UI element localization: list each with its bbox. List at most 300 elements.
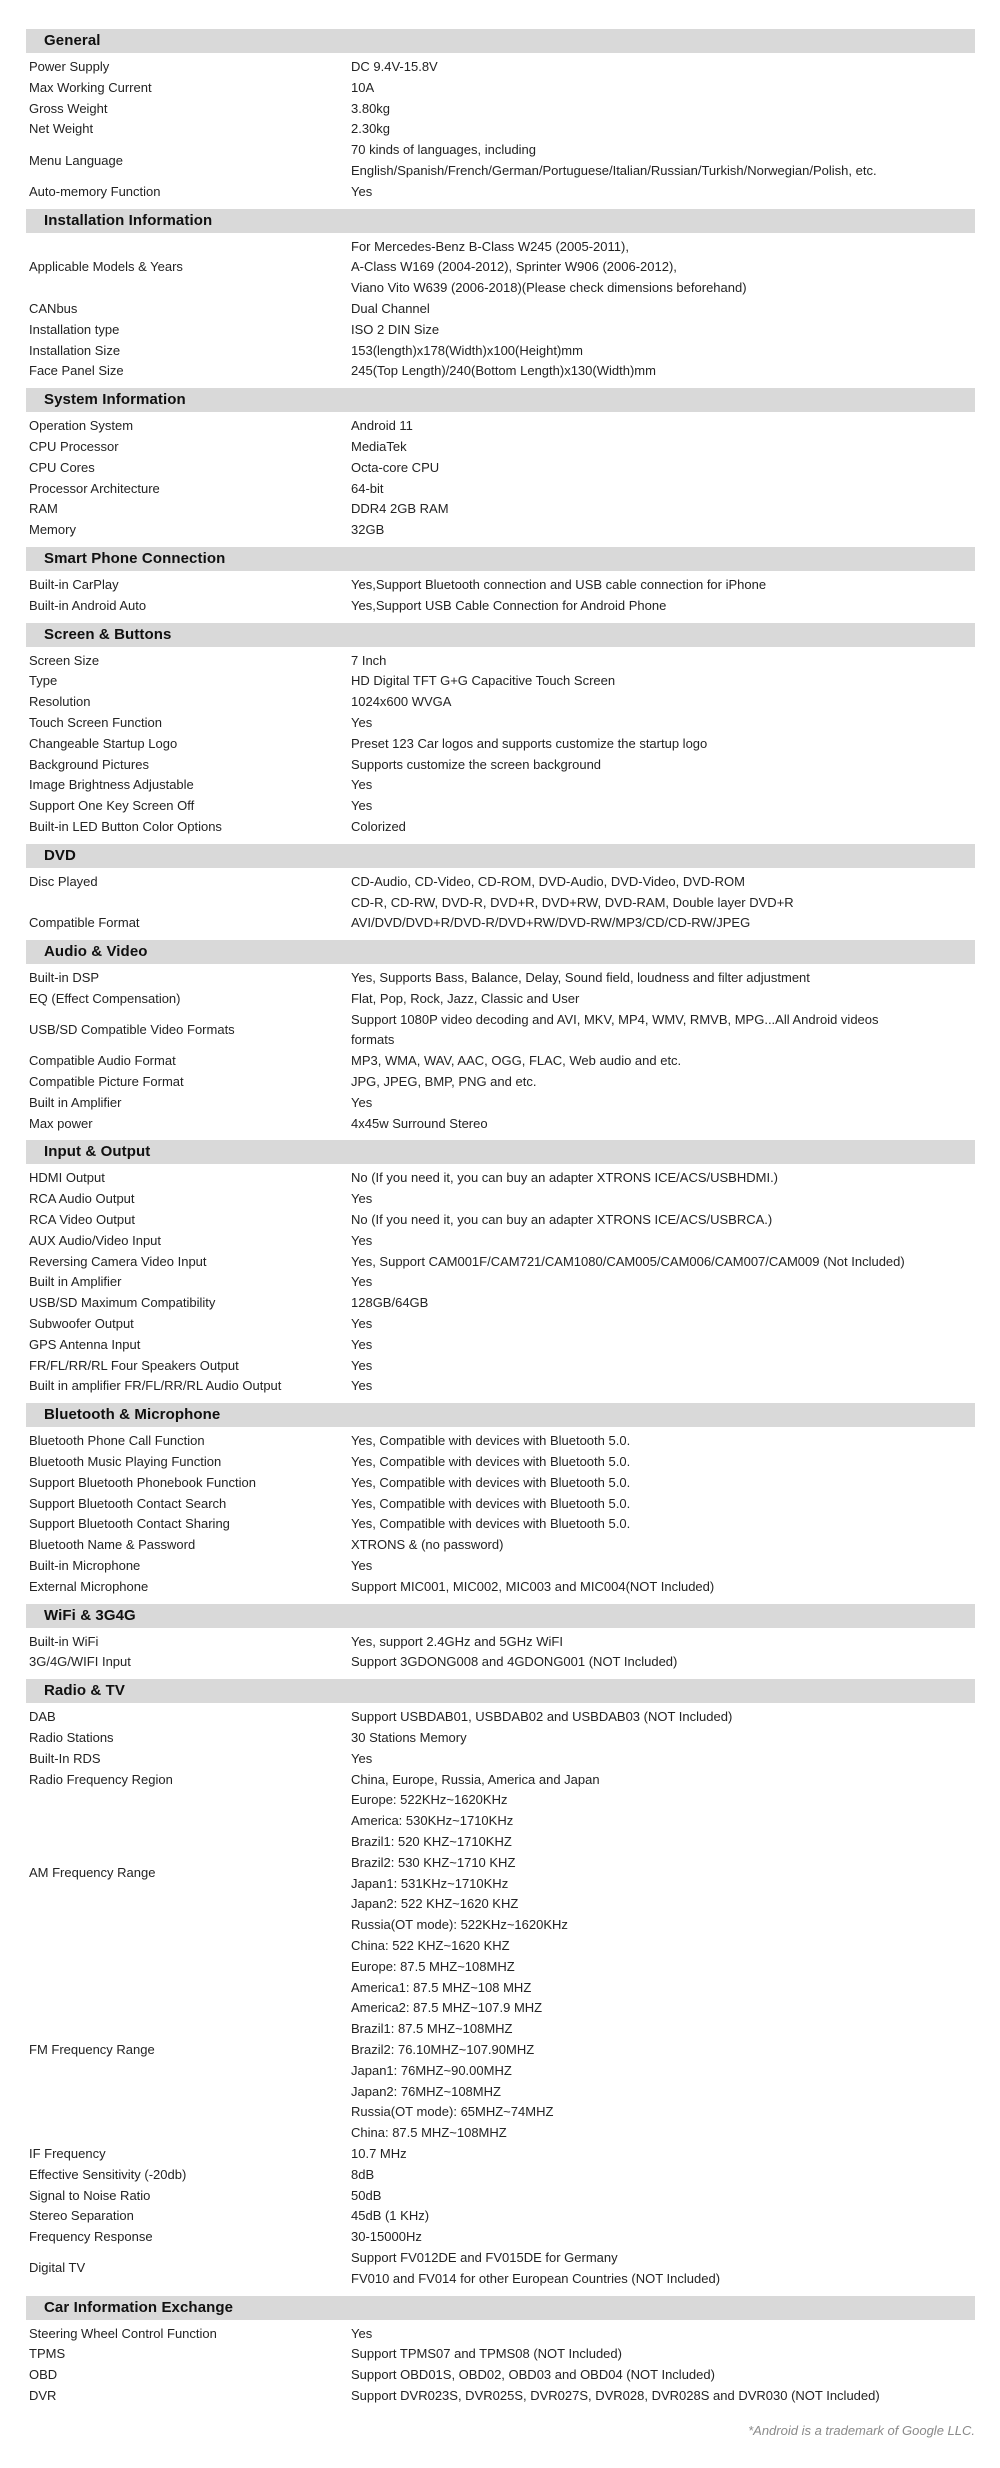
spec-value-line: Yes xyxy=(351,1191,373,1207)
spec-value-line: Yes, Support CAM001F/CAM721/CAM1080/CAM005/CAM006/CAM007/CAM009 (Not Included) xyxy=(351,1253,905,1269)
spec-row-label: EQ (Effect Compensation) xyxy=(29,990,181,1006)
spec-row-label: Bluetooth Music Playing Function xyxy=(29,1454,222,1470)
spec-value-line: No (If you need it, you can buy an adapter XTRONS ICE/ACS/USBRCA.) xyxy=(351,1212,773,1228)
section-header xyxy=(26,1679,975,1703)
spec-row-value xyxy=(351,1431,975,1452)
spec-row-label: OBD xyxy=(29,2367,58,2383)
spec-value-line: Yes, Supports Bass, Balance, Delay, Sound field, loudness and filter adjustment xyxy=(351,970,810,986)
section-rows xyxy=(26,1707,975,2289)
spec-row-label: Face Panel Size xyxy=(29,363,124,379)
spec-row xyxy=(26,437,975,458)
spec-row xyxy=(26,1168,975,1189)
section-rows xyxy=(26,1431,975,1597)
spec-row-value xyxy=(351,1749,975,1770)
spec-row-label: Radio Frequency Region xyxy=(29,1771,173,1787)
spec-row-label: DVR xyxy=(29,2387,57,2403)
spec-row-label: Built in Amplifier xyxy=(29,1274,122,1290)
spec-row-label: Built-in Android Auto xyxy=(29,597,147,613)
spec-row xyxy=(26,1652,975,1673)
spec-value-line: China: 87.5 MHZ~108MHZ xyxy=(351,2125,507,2141)
spec-row-label: Installation type xyxy=(29,321,120,337)
spec-row xyxy=(26,2186,975,2207)
spec-value-line: 45dB (1 KHz) xyxy=(351,2208,430,2224)
spec-row-value xyxy=(351,299,975,320)
spec-row xyxy=(26,1707,975,1728)
spec-row xyxy=(26,1072,975,1093)
spec-value-line: Yes xyxy=(351,777,373,793)
spec-row-value xyxy=(351,796,975,817)
spec-value-line: Viano Vito W639 (2006-2018)(Please check dimensions beforehand) xyxy=(351,280,747,296)
spec-row-value xyxy=(351,2165,975,2186)
spec-row-value xyxy=(351,596,975,617)
spec-row-label: GPS Antenna Input xyxy=(29,1336,141,1352)
spec-row-label: External Microphone xyxy=(29,1578,149,1594)
section-header xyxy=(26,1403,975,1427)
spec-row-label: Stereo Separation xyxy=(29,2208,134,2224)
section-rows xyxy=(26,237,975,383)
spec-row-label: Power Supply xyxy=(29,59,110,74)
spec-row xyxy=(26,1114,975,1135)
spec-value-line: CD-R, CD-RW, DVD-R, DVD+R, DVD+RW, DVD-RAM, Double layer DVD+R xyxy=(351,894,794,910)
spec-value-line: Europe: 87.5 MHZ~108MHZ xyxy=(351,1958,515,1974)
spec-row-label: AUX Audio/Video Input xyxy=(29,1232,162,1248)
spec-row-value xyxy=(351,713,975,734)
spec-row xyxy=(26,1431,975,1452)
spec-row xyxy=(26,1473,975,1494)
spec-row-value xyxy=(351,1093,975,1114)
section-title: Bluetooth & Microphone xyxy=(44,1406,221,1424)
spec-value-line: Support 3GDONG008 and 4GDONG001 (NOT Included) xyxy=(351,1654,678,1670)
spec-value-line: Europe: 522KHz~1620KHz xyxy=(351,1792,508,1808)
spec-value-line: DC 9.4V-15.8V xyxy=(351,59,438,74)
spec-value-line: XTRONS & (no password) xyxy=(351,1537,504,1553)
spec-value-line: 30 Stations Memory xyxy=(351,1730,467,1745)
spec-value-line: Russia(OT mode): 65MHZ~74MHZ xyxy=(351,2104,554,2120)
spec-row-label: Background Pictures xyxy=(29,756,149,772)
spec-value-line: Yes xyxy=(351,1094,373,1110)
spec-value-line: Yes, Compatible with devices with Bluetooth 5.0. xyxy=(351,1474,631,1490)
spec-value-line: For Mercedes-Benz B-Class W245 (2005-2011), xyxy=(351,238,629,254)
spec-value-line: Yes, support 2.4GHz and 5GHz WiFI xyxy=(351,1633,563,1649)
section-radio-and-tv xyxy=(26,1679,975,2289)
spec-value-line: Yes,Support USB Cable Connection for Android Phone xyxy=(351,597,667,613)
spec-value-line: 128GB/64GB xyxy=(351,1295,429,1311)
section-title: Audio & Video xyxy=(44,943,148,961)
spec-row-label: Support Bluetooth Phonebook Function xyxy=(29,1474,256,1490)
section-header xyxy=(26,623,975,647)
spec-row-label: Image Brightness Adjustable xyxy=(29,777,194,793)
section-title: General xyxy=(44,32,101,49)
spec-row-value xyxy=(351,575,975,596)
spec-value-line: Yes xyxy=(351,1357,373,1373)
spec-value-line: AVI/DVD/DVD+R/DVD-R/DVD+RW/DVD-RW/MP3/CD/CD-RW/JPEG xyxy=(351,915,751,931)
spec-value-line: Flat, Pop, Rock, Jazz, Classic and User xyxy=(351,990,580,1006)
section-header xyxy=(26,1140,975,1164)
spec-row-label: Memory xyxy=(29,522,76,538)
spec-row-label: Support Bluetooth Contact Sharing xyxy=(29,1516,230,1532)
spec-value-line: Yes xyxy=(351,1378,373,1394)
spec-row-value xyxy=(351,2324,975,2345)
section-rows xyxy=(26,872,975,934)
spec-row-label: CANbus xyxy=(29,300,78,316)
spec-row xyxy=(26,1535,975,1556)
spec-row-label: USB/SD Maximum Compatibility xyxy=(29,1295,216,1311)
spec-value-line: 2.30kg xyxy=(351,121,391,137)
spec-value-line: Yes xyxy=(351,1558,373,1574)
spec-value-line: Support TPMS07 and TPMS08 (NOT Included) xyxy=(351,2346,622,2362)
spec-row-value xyxy=(351,341,975,362)
spec-row-value xyxy=(351,1632,975,1653)
spec-value-line: Yes xyxy=(351,1336,373,1352)
spec-row-value xyxy=(351,692,975,713)
spec-row-value xyxy=(351,2186,975,2207)
spec-value-line: 30-15000Hz xyxy=(351,2229,422,2245)
section-header xyxy=(26,844,975,868)
spec-row xyxy=(26,755,975,776)
spec-row xyxy=(26,320,975,341)
spec-value-line: America2: 87.5 MHZ~107.9 MHZ xyxy=(351,2000,543,2016)
section-car-information-exchange xyxy=(26,2296,975,2407)
spec-row-value xyxy=(351,437,975,458)
spec-row-value xyxy=(351,78,975,99)
spec-row-label: Built-In RDS xyxy=(29,1750,101,1766)
spec-row-value xyxy=(351,2386,975,2407)
spec-row-value xyxy=(351,2227,975,2248)
spec-value-line: Yes xyxy=(351,798,373,814)
spec-row xyxy=(26,1356,975,1377)
spec-row-label: Compatible Audio Format xyxy=(29,1053,176,1069)
spec-value-line: Japan2: 522 KHZ~1620 KHZ xyxy=(351,1896,519,1912)
section-rows xyxy=(26,2324,975,2407)
spec-row-label: FR/FL/RR/RL Four Speakers Output xyxy=(29,1357,239,1373)
spec-row-value xyxy=(351,651,975,672)
section-installation-information xyxy=(26,209,975,383)
spec-value-line: MP3, WMA, WAV, AAC, OGG, FLAC, Web audio and etc. xyxy=(351,1053,682,1069)
section-rows xyxy=(26,1632,975,1674)
spec-row xyxy=(26,913,975,934)
spec-row-value xyxy=(351,1272,975,1293)
spec-row xyxy=(26,341,975,362)
spec-value-line: Dual Channel xyxy=(351,300,430,316)
spec-row-label: Installation Size xyxy=(29,342,121,358)
spec-row-value xyxy=(351,913,975,934)
spec-row xyxy=(26,1556,975,1577)
spec-row-label: Auto-memory Function xyxy=(29,183,161,199)
spec-row xyxy=(26,2206,975,2227)
spec-row-label: Disc Played xyxy=(29,873,98,889)
spec-row-value xyxy=(351,1293,975,1314)
spec-row-value xyxy=(351,1556,975,1577)
spec-row xyxy=(26,1051,975,1072)
section-title: WiFi & 3G4G xyxy=(44,1606,136,1624)
spec-row-label: Signal to Noise Ratio xyxy=(29,2187,151,2203)
spec-value-line: America1: 87.5 MHZ~108 MHZ xyxy=(351,1979,532,1995)
spec-value-line: Yes xyxy=(351,183,373,199)
spec-row xyxy=(26,458,975,479)
spec-value-line: 50dB xyxy=(351,2187,382,2203)
spec-row xyxy=(26,1452,975,1473)
spec-row-value xyxy=(351,1010,975,1052)
spec-value-line: 1024x600 WVGA xyxy=(351,694,452,710)
spec-row-label: Resolution xyxy=(29,694,91,710)
spec-row-value xyxy=(351,734,975,755)
spec-row-value xyxy=(351,416,975,437)
spec-row xyxy=(26,1293,975,1314)
spec-row xyxy=(26,119,975,140)
spec-row-label: Operation System xyxy=(29,418,134,434)
spec-row-value xyxy=(351,1376,975,1397)
spec-value-line: Preset 123 Car logos and supports customize the startup logo xyxy=(351,735,708,751)
spec-row xyxy=(26,416,975,437)
spec-row-label: CPU Cores xyxy=(29,459,95,475)
spec-row-value xyxy=(351,1356,975,1377)
spec-value-line: 32GB xyxy=(351,522,385,538)
spec-row-value xyxy=(351,775,975,796)
spec-value-line: Yes, Compatible with devices with Bluetooth 5.0. xyxy=(351,1454,631,1470)
spec-row xyxy=(26,499,975,520)
spec-row xyxy=(26,78,975,99)
spec-row xyxy=(26,1231,975,1252)
spec-value-line: 64-bit xyxy=(351,480,384,496)
spec-row xyxy=(26,1494,975,1515)
spec-row-label: RCA Video Output xyxy=(29,1212,135,1228)
spec-row-label: USB/SD Compatible Video Formats xyxy=(29,1022,235,1038)
spec-row xyxy=(26,1749,975,1770)
spec-value-line: Russia(OT mode): 522KHz~1620KHz xyxy=(351,1917,568,1933)
spec-row xyxy=(26,989,975,1010)
spec-row-value xyxy=(351,1535,975,1556)
spec-row-label: Compatible Picture Format xyxy=(29,1074,184,1090)
spec-row-value xyxy=(351,1335,975,1356)
spec-row-label: IF Frequency xyxy=(29,2145,106,2161)
spec-row xyxy=(26,2248,975,2290)
spec-row xyxy=(26,575,975,596)
spec-row-value xyxy=(351,2344,975,2365)
spec-value-line: Support OBD01S, OBD02, OBD03 and OBD04 (NOT Included) xyxy=(351,2367,715,2383)
spec-row-value xyxy=(351,119,975,140)
spec-row-label: Max power xyxy=(29,1115,93,1131)
spec-row xyxy=(26,671,975,692)
spec-value-line: 70 kinds of languages, including xyxy=(351,142,537,158)
spec-row xyxy=(26,2386,975,2407)
spec-value-line: Yes, Compatible with devices with Bluetooth 5.0. xyxy=(351,1516,631,1532)
spec-row-value xyxy=(351,1707,975,1728)
spec-row-label: Built in Amplifier xyxy=(29,1094,122,1110)
spec-row-value xyxy=(351,479,975,500)
section-title: Car Information Exchange xyxy=(44,2298,234,2316)
spec-row-value xyxy=(351,1770,975,1791)
spec-value-line: Japan1: 531KHz~1710KHz xyxy=(351,1875,509,1891)
spec-value-line: Yes xyxy=(351,2325,373,2341)
spec-row xyxy=(26,2227,975,2248)
section-smart-phone-connection xyxy=(26,547,975,617)
spec-row xyxy=(26,968,975,989)
spec-row-value xyxy=(351,1189,975,1210)
spec-row-label: Compatible Format xyxy=(29,915,140,931)
spec-row xyxy=(26,734,975,755)
spec-value-line: No (If you need it, you can buy an adapter XTRONS ICE/ACS/USBHDMI.) xyxy=(351,1170,779,1186)
section-title: Smart Phone Connection xyxy=(44,549,226,567)
spec-value-line: 8dB xyxy=(351,2166,375,2182)
spec-value-line: Android 11 xyxy=(351,418,413,434)
spec-value-line: Yes xyxy=(351,1274,373,1290)
spec-row-value xyxy=(351,2248,975,2290)
spec-row xyxy=(26,299,975,320)
spec-row-value xyxy=(351,872,975,914)
spec-row xyxy=(26,872,975,914)
spec-row-label: Gross Weight xyxy=(29,100,108,116)
spec-value-line: Support USBDAB01, USBDAB02 and USBDAB03 (NOT Included) xyxy=(351,1709,733,1725)
section-header xyxy=(26,29,975,53)
spec-row-value xyxy=(351,499,975,520)
spec-row-label: Built-in WiFi xyxy=(29,1633,99,1649)
spec-row-value xyxy=(351,1473,975,1494)
spec-row-value xyxy=(351,99,975,120)
spec-row-label: FM Frequency Range xyxy=(29,2041,155,2057)
section-rows xyxy=(26,575,975,617)
section-title: Installation Information xyxy=(44,211,213,229)
spec-row xyxy=(26,1514,975,1535)
spec-row xyxy=(26,237,975,299)
spec-row-label: Changeable Startup Logo xyxy=(29,735,178,751)
spec-value-line: Colorized xyxy=(351,818,406,834)
spec-row xyxy=(26,1770,975,1791)
spec-row-value xyxy=(351,1957,975,2144)
spec-row-value xyxy=(351,1514,975,1535)
spec-row xyxy=(26,596,975,617)
spec-row xyxy=(26,2365,975,2386)
spec-row xyxy=(26,1632,975,1653)
section-rows xyxy=(26,416,975,541)
spec-row-value xyxy=(351,520,975,541)
spec-row-value xyxy=(351,1210,975,1231)
spec-row-label: Digital TV xyxy=(29,2260,86,2276)
spec-row-label: Applicable Models & Years xyxy=(29,259,183,275)
spec-value-line: America: 530KHz~1710KHz xyxy=(351,1813,514,1829)
spec-value-line: FV010 and FV014 for other European Countries (NOT Included) xyxy=(351,2270,721,2286)
spec-row xyxy=(26,1093,975,1114)
spec-row-value xyxy=(351,1790,975,1956)
spec-row-label: AM Frequency Range xyxy=(29,1865,156,1881)
section-title: Screen & Buttons xyxy=(44,625,172,643)
spec-row xyxy=(26,57,975,78)
spec-row xyxy=(26,1314,975,1335)
spec-value-line: Japan2: 76MHZ~108MHZ xyxy=(351,2083,501,2099)
spec-value-line: 10A xyxy=(351,79,375,95)
spec-row xyxy=(26,1189,975,1210)
spec-row-label: Support Bluetooth Contact Search xyxy=(29,1495,227,1511)
spec-value-line: DDR4 2GB RAM xyxy=(351,501,449,517)
spec-value-line: Support MIC001, MIC002, MIC003 and MIC004(NOT Included) xyxy=(351,1578,715,1594)
spec-row xyxy=(26,775,975,796)
section-header xyxy=(26,1604,975,1628)
spec-row-value xyxy=(351,2144,975,2165)
spec-row-label: Built-in CarPlay xyxy=(29,576,119,592)
spec-row-value xyxy=(351,1231,975,1252)
spec-value-line: A-Class W169 (2004-2012), Sprinter W906 (2006-2012), xyxy=(351,259,677,275)
spec-value-line: 153(length)x178(Width)x100(Height)mm xyxy=(351,342,583,358)
section-title: System Information xyxy=(44,391,186,409)
spec-row xyxy=(26,182,975,203)
spec-row xyxy=(26,1957,975,2144)
spec-row-label: Bluetooth Phone Call Function xyxy=(29,1433,205,1449)
spec-row-label: 3G/4G/WIFI Input xyxy=(29,1654,131,1670)
spec-row-value xyxy=(351,2365,975,2386)
spec-row xyxy=(26,99,975,120)
spec-value-line: Brazil1: 520 KHZ~1710KHZ xyxy=(351,1833,512,1849)
spec-row xyxy=(26,140,975,182)
spec-row-label: Screen Size xyxy=(29,652,100,668)
spec-row-label: Max Working Current xyxy=(29,79,152,95)
android-trademark-note: *Android is a trademark of Google LLC. xyxy=(748,2422,975,2438)
spec-row-value xyxy=(351,671,975,692)
section-title: DVD xyxy=(44,846,76,864)
spec-sections xyxy=(26,29,975,2407)
section-wifi-and-3g4g xyxy=(26,1604,975,1674)
spec-value-line: Yes xyxy=(351,714,373,730)
spec-row-value xyxy=(351,57,975,78)
section-system-information xyxy=(26,388,975,541)
spec-row-value xyxy=(351,1051,975,1072)
spec-row-label: Steering Wheel Control Function xyxy=(29,2325,217,2341)
spec-row-value xyxy=(351,1168,975,1189)
spec-value-line: Support FV012DE and FV015DE for Germany xyxy=(351,2249,618,2265)
spec-row-value xyxy=(351,182,975,203)
spec-value-line: Octa-core CPU xyxy=(351,459,440,475)
spec-row-value xyxy=(351,817,975,838)
spec-value-line: Brazil2: 76.10MHZ~107.90MHZ xyxy=(351,2041,535,2057)
spec-row xyxy=(26,1210,975,1231)
spec-row-value xyxy=(351,989,975,1010)
spec-row-label: Processor Architecture xyxy=(29,480,160,496)
spec-row xyxy=(26,1728,975,1749)
spec-value-line: formats xyxy=(351,1032,395,1048)
spec-row-label: Reversing Camera Video Input xyxy=(29,1253,207,1269)
spec-row-value xyxy=(351,237,975,299)
spec-row-value xyxy=(351,1252,975,1273)
spec-row-label: Touch Screen Function xyxy=(29,714,162,730)
spec-value-line: MediaTek xyxy=(351,438,407,454)
spec-row-label: Net Weight xyxy=(29,121,94,137)
section-rows xyxy=(26,1168,975,1397)
section-title: Input & Output xyxy=(44,1143,151,1161)
section-audio-and-video xyxy=(26,940,975,1134)
spec-row xyxy=(26,692,975,713)
spec-row-label: RAM xyxy=(29,501,58,517)
spec-value-line: Yes, Compatible with devices with Bluetooth 5.0. xyxy=(351,1495,631,1511)
spec-value-line: Brazil2: 530 KHZ~1710 KHZ xyxy=(351,1854,516,1870)
spec-value-line: China, Europe, Russia, America and Japan xyxy=(351,1771,600,1787)
spec-row xyxy=(26,2165,975,2186)
spec-row-label: Type xyxy=(29,673,58,689)
spec-row-label: Effective Sensitivity (-20db) xyxy=(29,2166,187,2182)
spec-row-label: Built-in DSP xyxy=(29,970,100,986)
spec-value-line: English/Spanish/French/German/Portuguese/Italian/Russian/Turkish/Norwegian/Polish, etc. xyxy=(351,162,877,178)
spec-value-line: Brazil1: 87.5 MHZ~108MHZ xyxy=(351,2021,513,2037)
spec-value-line: Yes,Support Bluetooth connection and USB cable connection for iPhone xyxy=(351,576,767,592)
spec-row-value xyxy=(351,1652,975,1673)
spec-value-line: Support DVR023S, DVR025S, DVR027S, DVR028, DVR028S and DVR030 (NOT Included) xyxy=(351,2387,880,2403)
section-header xyxy=(26,209,975,233)
spec-value-line: Yes, Compatible with devices with Bluetooth 5.0. xyxy=(351,1433,631,1449)
spec-row xyxy=(26,1376,975,1397)
spec-row-label: Subwoofer Output xyxy=(29,1316,134,1332)
spec-row xyxy=(26,651,975,672)
spec-row-value xyxy=(351,968,975,989)
spec-value-line: CD-Audio, CD-Video, CD-ROM, DVD-Audio, DVD-Video, DVD-ROM xyxy=(351,873,745,889)
spec-row xyxy=(26,2324,975,2345)
spec-value-line: Yes xyxy=(351,1232,373,1248)
